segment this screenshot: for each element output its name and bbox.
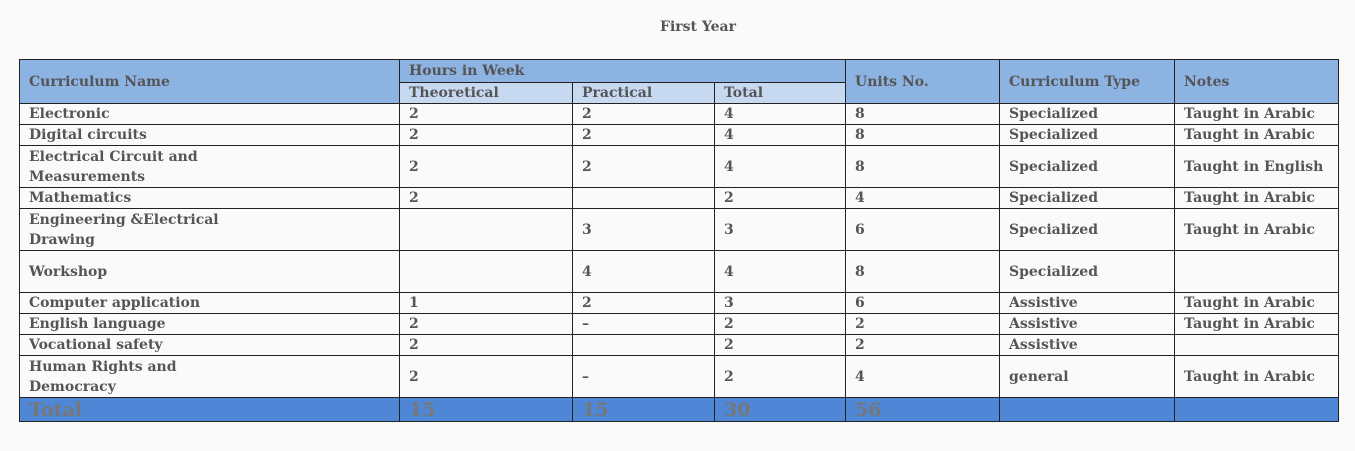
practical-cell: 2: [573, 125, 715, 146]
total-cell: 4: [715, 251, 846, 293]
units-cell: 8: [846, 251, 1000, 293]
total-cell: 3: [715, 209, 846, 251]
total-cell: 2: [715, 356, 846, 398]
table-row: [20, 293, 1339, 314]
header-practical: Practical: [573, 83, 715, 104]
notes-cell: Taught in Arabic: [1175, 104, 1339, 125]
totals-practical: 15: [573, 398, 715, 422]
header-total: Total: [715, 83, 846, 104]
table-row: [20, 209, 1339, 251]
totals-total: 30: [715, 398, 846, 422]
curriculum-name-cell: Vocational safety: [20, 335, 400, 356]
theoretical-cell: 2: [400, 356, 573, 398]
table-row: [20, 251, 1339, 293]
type-cell: Specialized: [1000, 104, 1175, 125]
theoretical-cell: [400, 251, 573, 293]
table-row: [20, 335, 1339, 356]
units-cell: 8: [846, 146, 1000, 188]
units-cell: 8: [846, 104, 1000, 125]
totals-notes: [1175, 398, 1339, 422]
practical-cell: 4: [573, 251, 715, 293]
curriculum-table: [19, 59, 1339, 422]
notes-cell: Taught in Arabic: [1175, 314, 1339, 335]
header-notes: Notes: [1175, 60, 1339, 104]
units-cell: 2: [846, 314, 1000, 335]
header-theoretical: Theoretical: [400, 83, 573, 104]
notes-cell: Taught in Arabic: [1175, 293, 1339, 314]
table-row: [20, 356, 1339, 398]
totals-row: [20, 398, 1339, 422]
table-row: [20, 104, 1339, 125]
total-cell: 3: [715, 293, 846, 314]
header-curriculum-name: Curriculum Name: [20, 60, 400, 104]
type-cell: Assistive: [1000, 335, 1175, 356]
curriculum-name-cell: Electrical Circuit and Measurements: [20, 146, 400, 188]
theoretical-cell: 2: [400, 314, 573, 335]
type-cell: general: [1000, 356, 1175, 398]
units-cell: 6: [846, 293, 1000, 314]
page-title: First Year: [660, 19, 736, 35]
curriculum-name-cell: Human Rights and Democracy: [20, 356, 400, 398]
table-row: [20, 314, 1339, 335]
type-cell: Specialized: [1000, 146, 1175, 188]
total-cell: 2: [715, 188, 846, 209]
curriculum-name-cell: English language: [20, 314, 400, 335]
totals-label: Total: [20, 398, 400, 422]
notes-cell: [1175, 251, 1339, 293]
type-cell: Assistive: [1000, 293, 1175, 314]
units-cell: 2: [846, 335, 1000, 356]
notes-cell: Taught in Arabic: [1175, 125, 1339, 146]
units-cell: 4: [846, 356, 1000, 398]
total-cell: 2: [715, 335, 846, 356]
type-cell: Specialized: [1000, 251, 1175, 293]
table-row: [20, 146, 1339, 188]
units-cell: 6: [846, 209, 1000, 251]
practical-cell: 2: [573, 146, 715, 188]
curriculum-name-cell: Electronic: [20, 104, 400, 125]
theoretical-cell: 2: [400, 125, 573, 146]
theoretical-cell: 1: [400, 293, 573, 314]
notes-cell: [1175, 335, 1339, 356]
type-cell: Specialized: [1000, 209, 1175, 251]
totals-units: 56: [846, 398, 1000, 422]
header-units-no: Units No.: [846, 60, 1000, 104]
total-cell: 4: [715, 125, 846, 146]
practical-cell: 3: [573, 209, 715, 251]
practical-cell: 2: [573, 104, 715, 125]
type-cell: Specialized: [1000, 125, 1175, 146]
notes-cell: Taught in Arabic: [1175, 356, 1339, 398]
notes-cell: Taught in Arabic: [1175, 209, 1339, 251]
total-cell: 2: [715, 314, 846, 335]
theoretical-cell: 2: [400, 146, 573, 188]
type-cell: Assistive: [1000, 314, 1175, 335]
notes-cell: Taught in Arabic: [1175, 188, 1339, 209]
units-cell: 8: [846, 125, 1000, 146]
table-row: [20, 188, 1339, 209]
practical-cell: 2: [573, 293, 715, 314]
practical-cell: –: [573, 356, 715, 398]
practical-cell: [573, 335, 715, 356]
header-hours-in-week: Hours in Week: [400, 60, 846, 83]
total-cell: 4: [715, 146, 846, 188]
curriculum-name-cell: Workshop: [20, 251, 400, 293]
type-cell: Specialized: [1000, 188, 1175, 209]
curriculum-name-cell: Engineering &Electrical Drawing: [20, 209, 400, 251]
theoretical-cell: 2: [400, 104, 573, 125]
notes-cell: Taught in English: [1175, 146, 1339, 188]
units-cell: 4: [846, 188, 1000, 209]
header-curriculum-type: Curriculum Type: [1000, 60, 1175, 104]
curriculum-name-cell: Digital circuits: [20, 125, 400, 146]
theoretical-cell: [400, 209, 573, 251]
total-cell: 4: [715, 104, 846, 125]
theoretical-cell: 2: [400, 335, 573, 356]
curriculum-name-cell: Mathematics: [20, 188, 400, 209]
theoretical-cell: 2: [400, 188, 573, 209]
totals-theoretical: 15: [400, 398, 573, 422]
practical-cell: –: [573, 314, 715, 335]
practical-cell: [573, 188, 715, 209]
curriculum-name-cell: Computer application: [20, 293, 400, 314]
table-row: [20, 125, 1339, 146]
totals-type: [1000, 398, 1175, 422]
